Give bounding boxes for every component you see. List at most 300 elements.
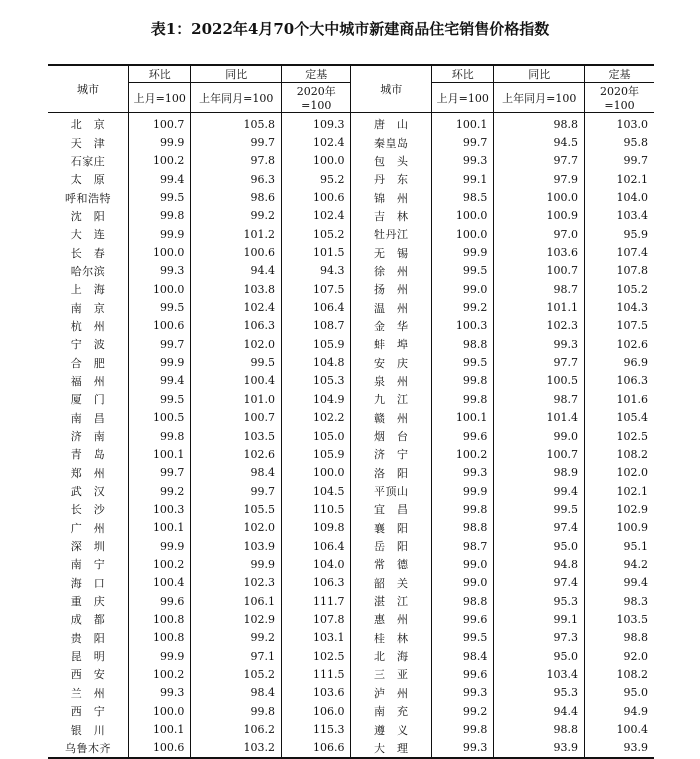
mom-left-cell: 99.5 [129,298,191,316]
fixed-right-cell: 105.4 [585,409,654,427]
yoy-right-cell: 95.0 [494,537,585,555]
fixed-right-cell: 105.2 [585,280,654,298]
table-row [48,207,654,225]
yoy-left-cell: 98.4 [191,464,282,482]
yoy-base-right: 上年同月=100 [494,83,585,113]
mom-right-cell: 99.8 [432,500,494,518]
city-right-cell: 襄 阳 [351,519,432,537]
mom-right-cell: 98.8 [432,335,494,353]
fixed-left-cell: 105.3 [282,372,351,390]
mom-left-cell: 100.5 [129,409,191,427]
price-index-table [48,64,654,759]
city-right-cell: 济 宁 [351,445,432,463]
mom-right-cell: 99.1 [432,170,494,188]
fixed-left-cell: 94.3 [282,262,351,280]
yoy-left-cell: 99.5 [191,353,282,371]
fixed-right-cell: 102.5 [585,427,654,445]
mom-right-cell: 100.1 [432,113,494,134]
city-right-cell: 平顶山 [351,482,432,500]
mom-right-cell: 99.3 [432,684,494,702]
yoy-right-cell: 97.3 [494,629,585,647]
yoy-left-cell: 100.6 [191,243,282,261]
fixed-left-cell: 102.5 [282,647,351,665]
city-right-cell: 赣 州 [351,409,432,427]
fixed-left-cell: 100.0 [282,152,351,170]
yoy-header-right: 同比 [494,65,585,83]
yoy-right-cell: 95.3 [494,592,585,610]
city-left-cell: 长 沙 [70,503,106,517]
fixed-left-cell: 106.4 [282,298,351,316]
header-row-top [48,65,654,83]
mom-left-cell: 100.6 [129,739,191,758]
mom-right-cell: 99.6 [432,610,494,628]
city-right-cell: 烟 台 [351,427,432,445]
table-row [48,225,654,243]
fixed-base-right: 2020年=100 [585,83,654,113]
city-left-cell: 福 州 [70,374,106,388]
yoy-left-cell: 106.3 [191,317,282,335]
yoy-left-cell: 98.6 [191,188,282,206]
yoy-left-cell: 105.5 [191,500,282,518]
fixed-right-cell: 106.3 [585,372,654,390]
yoy-left-cell: 103.9 [191,537,282,555]
fixed-right-cell: 95.9 [585,225,654,243]
fixed-left-cell: 101.5 [282,243,351,261]
city-left-cell: 杭 州 [70,319,106,333]
fixed-left-cell: 115.3 [282,720,351,738]
mom-left-cell: 100.1 [129,445,191,463]
fixed-left-cell: 109.3 [282,113,351,134]
city-right-cell: 温 州 [351,298,432,316]
yoy-left-cell: 102.3 [191,574,282,592]
table-row [48,665,654,683]
mom-header-left: 环比 [129,65,191,83]
yoy-left-cell: 99.7 [191,133,282,151]
table-row [48,537,654,555]
fixed-right-cell: 92.0 [585,647,654,665]
city-right-cell: 泸 州 [351,684,432,702]
fixed-left-cell: 95.2 [282,170,351,188]
table-row [48,464,654,482]
fixed-left-cell: 104.9 [282,390,351,408]
yoy-left-cell: 106.1 [191,592,282,610]
fixed-left-cell: 103.6 [282,684,351,702]
yoy-left-cell: 98.4 [191,684,282,702]
fixed-right-cell: 98.8 [585,629,654,647]
mom-left-cell: 100.4 [129,574,191,592]
page-title: 表1：2022年4月70个大中城市新建商品住宅销售价格指数 [150,20,550,38]
yoy-right-cell: 100.0 [494,188,585,206]
city-right-cell: 秦皇岛 [351,133,432,151]
mom-left-cell: 100.2 [129,555,191,573]
yoy-right-cell: 98.8 [494,113,585,134]
mom-left-cell: 99.8 [129,207,191,225]
city-left-cell: 宁 波 [70,338,106,352]
mom-left-cell: 100.7 [129,113,191,134]
mom-left-cell: 100.6 [129,317,191,335]
fixed-right-cell: 103.5 [585,610,654,628]
fixed-header-right: 定基 [585,65,654,83]
yoy-right-cell: 97.7 [494,353,585,371]
mom-left-cell: 99.5 [129,390,191,408]
yoy-header-left: 同比 [191,65,282,83]
yoy-right-cell: 98.9 [494,464,585,482]
yoy-right-cell: 100.7 [494,445,585,463]
yoy-right-cell: 99.0 [494,427,585,445]
yoy-left-cell: 103.2 [191,739,282,758]
city-left-cell: 武 汉 [70,485,106,499]
fixed-right-cell: 107.5 [585,317,654,335]
city-left-cell: 乌鲁木齐 [65,741,112,755]
mom-left-cell: 100.1 [129,720,191,738]
city-left-cell: 西 宁 [70,705,106,719]
yoy-left-cell: 102.0 [191,519,282,537]
table-row [48,133,654,151]
table-row [48,702,654,720]
yoy-right-cell: 97.4 [494,519,585,537]
city-right-cell: 丹 东 [351,170,432,188]
yoy-left-cell: 99.2 [191,629,282,647]
mom-left-cell: 99.9 [129,225,191,243]
fixed-left-cell: 103.1 [282,629,351,647]
city-right-cell: 吉 林 [351,207,432,225]
yoy-left-cell: 103.5 [191,427,282,445]
mom-header-right: 环比 [432,65,494,83]
fixed-right-cell: 95.1 [585,537,654,555]
mom-left-cell: 99.2 [129,482,191,500]
yoy-right-cell: 99.4 [494,482,585,500]
mom-left-cell: 100.2 [129,665,191,683]
mom-left-cell: 100.8 [129,610,191,628]
mom-right-cell: 100.1 [432,409,494,427]
city-right-cell: 牡丹江 [351,225,432,243]
city-right-cell: 安 庆 [351,353,432,371]
fixed-right-cell: 100.4 [585,720,654,738]
table-row [48,500,654,518]
table-row [48,280,654,298]
mom-left-cell: 99.6 [129,592,191,610]
yoy-left-cell: 105.2 [191,665,282,683]
city-left-cell: 太 原 [70,173,106,187]
fixed-right-cell: 104.3 [585,298,654,316]
yoy-right-cell: 94.4 [494,702,585,720]
city-left-cell: 银 川 [70,723,106,737]
city-left-cell: 重 庆 [70,595,106,609]
table-row [48,409,654,427]
fixed-header-left: 定基 [282,65,351,83]
yoy-right-cell: 94.8 [494,555,585,573]
table-row [48,353,654,371]
table-row [48,555,654,573]
fixed-left-cell: 107.8 [282,610,351,628]
mom-left-cell: 100.0 [129,280,191,298]
mom-left-cell: 99.3 [129,684,191,702]
city-left-cell: 青 岛 [70,448,106,462]
yoy-left-cell: 102.0 [191,335,282,353]
yoy-left-cell: 99.2 [191,207,282,225]
fixed-left-cell: 104.8 [282,353,351,371]
table-row [48,152,654,170]
city-left-cell: 北 京 [70,118,106,132]
yoy-right-cell: 99.3 [494,335,585,353]
fixed-right-cell: 93.9 [585,739,654,758]
mom-right-cell: 99.9 [432,482,494,500]
yoy-right-cell: 102.3 [494,317,585,335]
city-right-cell: 扬 州 [351,280,432,298]
table-row [48,592,654,610]
table-body [48,113,654,759]
city-right-cell: 洛 阳 [351,464,432,482]
mom-base-left: 上月=100 [129,83,191,113]
city-right-cell: 三 亚 [351,665,432,683]
yoy-left-cell: 100.7 [191,409,282,427]
fixed-left-cell: 102.4 [282,133,351,151]
city-right-cell: 韶 关 [351,574,432,592]
city-right-cell: 遵 义 [351,720,432,738]
fixed-left-cell: 108.7 [282,317,351,335]
yoy-right-cell: 93.9 [494,739,585,758]
table-row [48,629,654,647]
mom-right-cell: 98.8 [432,592,494,610]
city-left-cell: 沈 阳 [70,209,106,223]
mom-right-cell: 98.7 [432,537,494,555]
yoy-left-cell: 102.9 [191,610,282,628]
fixed-base-left: 2020年=100 [282,83,351,113]
mom-left-cell: 99.4 [129,170,191,188]
mom-right-cell: 100.3 [432,317,494,335]
city-left-cell: 西 安 [70,668,106,682]
fixed-right-cell: 107.8 [585,262,654,280]
mom-right-cell: 99.3 [432,152,494,170]
table-row [48,298,654,316]
city-left-cell: 天 津 [70,136,106,150]
city-left-cell: 南 宁 [70,558,106,572]
fixed-left-cell: 109.8 [282,519,351,537]
table-row [48,335,654,353]
fixed-left-cell: 106.3 [282,574,351,592]
city-right-cell: 锦 州 [351,188,432,206]
yoy-right-cell: 100.7 [494,262,585,280]
yoy-left-cell: 105.8 [191,113,282,134]
fixed-right-cell: 101.6 [585,390,654,408]
yoy-left-cell: 103.8 [191,280,282,298]
city-right-cell: 泉 州 [351,372,432,390]
yoy-left-cell: 102.4 [191,298,282,316]
table-row [48,188,654,206]
fixed-right-cell: 108.2 [585,445,654,463]
mom-right-cell: 99.5 [432,262,494,280]
fixed-left-cell: 105.0 [282,427,351,445]
fixed-left-cell: 111.7 [282,592,351,610]
city-right-cell: 徐 州 [351,262,432,280]
mom-right-cell: 99.5 [432,629,494,647]
city-left-cell: 深 圳 [70,540,106,554]
fixed-left-cell: 110.5 [282,500,351,518]
mom-left-cell: 99.4 [129,372,191,390]
fixed-right-cell: 100.9 [585,519,654,537]
table-row [48,372,654,390]
city-header-left: 城市 [48,65,129,113]
mom-left-cell: 99.9 [129,353,191,371]
mom-right-cell: 99.2 [432,298,494,316]
mom-right-cell: 99.6 [432,665,494,683]
fixed-right-cell: 102.1 [585,170,654,188]
city-left-cell: 哈尔滨 [70,264,106,278]
table-row [48,390,654,408]
yoy-right-cell: 95.0 [494,647,585,665]
mom-left-cell: 100.3 [129,500,191,518]
yoy-left-cell: 102.6 [191,445,282,463]
mom-right-cell: 99.5 [432,353,494,371]
mom-right-cell: 98.5 [432,188,494,206]
city-right-cell: 湛 江 [351,592,432,610]
yoy-right-cell: 103.4 [494,665,585,683]
mom-right-cell: 99.9 [432,243,494,261]
yoy-right-cell: 97.7 [494,152,585,170]
mom-right-cell: 99.2 [432,702,494,720]
yoy-right-cell: 101.1 [494,298,585,316]
fixed-right-cell: 94.2 [585,555,654,573]
mom-left-cell: 99.7 [129,464,191,482]
yoy-base-left: 上年同月=100 [191,83,282,113]
city-right-cell: 常 德 [351,555,432,573]
mom-right-cell: 100.0 [432,207,494,225]
mom-right-cell: 98.4 [432,647,494,665]
city-right-cell: 唐 山 [351,113,432,134]
yoy-right-cell: 97.4 [494,574,585,592]
fixed-left-cell: 105.9 [282,335,351,353]
fixed-right-cell: 99.7 [585,152,654,170]
city-left-cell: 贵 阳 [70,631,106,645]
fixed-left-cell: 100.0 [282,464,351,482]
fixed-right-cell: 103.0 [585,113,654,134]
city-right-cell: 金 华 [351,317,432,335]
city-left-cell: 南 昌 [70,411,106,425]
yoy-left-cell: 96.3 [191,170,282,188]
fixed-right-cell: 95.0 [585,684,654,702]
city-left-cell: 广 州 [70,521,106,535]
table-row [48,170,654,188]
city-right-cell: 无 锡 [351,243,432,261]
mom-right-cell: 100.0 [432,225,494,243]
table-row [48,243,654,261]
table-row [48,684,654,702]
fixed-right-cell: 95.8 [585,133,654,151]
city-left-cell: 济 南 [70,430,106,444]
city-right-cell: 南 充 [351,702,432,720]
mom-right-cell: 99.3 [432,464,494,482]
city-right-cell: 岳 阳 [351,537,432,555]
yoy-left-cell: 101.2 [191,225,282,243]
fixed-left-cell: 104.0 [282,555,351,573]
city-right-cell: 包 头 [351,152,432,170]
city-left-cell: 长 春 [70,246,106,260]
city-right-cell: 北 海 [351,647,432,665]
city-left-cell: 大 连 [70,228,106,242]
mom-right-cell: 99.8 [432,720,494,738]
fixed-right-cell: 98.3 [585,592,654,610]
fixed-left-cell: 102.4 [282,207,351,225]
mom-right-cell: 98.8 [432,519,494,537]
yoy-left-cell: 106.2 [191,720,282,738]
fixed-right-cell: 103.4 [585,207,654,225]
mom-left-cell: 100.1 [129,519,191,537]
table-row [48,647,654,665]
fixed-left-cell: 107.5 [282,280,351,298]
table-row [48,427,654,445]
mom-right-cell: 99.7 [432,133,494,151]
mom-left-cell: 99.9 [129,647,191,665]
mom-right-cell: 99.8 [432,372,494,390]
fixed-left-cell: 104.5 [282,482,351,500]
fixed-left-cell: 111.5 [282,665,351,683]
city-right-cell: 桂 林 [351,629,432,647]
yoy-right-cell: 101.4 [494,409,585,427]
mom-right-cell: 99.0 [432,574,494,592]
yoy-right-cell: 100.9 [494,207,585,225]
mom-left-cell: 100.8 [129,629,191,647]
city-right-cell: 蚌 埠 [351,335,432,353]
city-left-cell: 石家庄 [70,154,106,168]
mom-left-cell: 99.7 [129,335,191,353]
yoy-left-cell: 97.8 [191,152,282,170]
city-right-cell: 宜 昌 [351,500,432,518]
mom-left-cell: 100.2 [129,152,191,170]
yoy-left-cell: 101.0 [191,390,282,408]
city-left-cell: 成 都 [70,613,106,627]
table-row [48,317,654,335]
yoy-right-cell: 95.3 [494,684,585,702]
city-left-cell: 合 肥 [70,356,106,370]
yoy-right-cell: 99.5 [494,500,585,518]
yoy-left-cell: 99.8 [191,702,282,720]
mom-right-cell: 99.0 [432,555,494,573]
fixed-right-cell: 102.1 [585,482,654,500]
fixed-left-cell: 100.6 [282,188,351,206]
yoy-right-cell: 98.8 [494,720,585,738]
yoy-right-cell: 94.5 [494,133,585,151]
table-row [48,482,654,500]
fixed-right-cell: 102.0 [585,464,654,482]
table-row [48,739,654,758]
yoy-right-cell: 98.7 [494,390,585,408]
fixed-right-cell: 108.2 [585,665,654,683]
mom-right-cell: 99.3 [432,739,494,758]
fixed-left-cell: 106.4 [282,537,351,555]
mom-right-cell: 99.6 [432,427,494,445]
yoy-right-cell: 99.1 [494,610,585,628]
yoy-left-cell: 97.1 [191,647,282,665]
yoy-right-cell: 103.6 [494,243,585,261]
mom-right-cell: 100.2 [432,445,494,463]
mom-right-cell: 99.0 [432,280,494,298]
mom-left-cell: 99.5 [129,188,191,206]
yoy-right-cell: 98.7 [494,280,585,298]
fixed-right-cell: 96.9 [585,353,654,371]
mom-left-cell: 99.9 [129,537,191,555]
table-row [48,610,654,628]
city-left-cell: 兰 州 [70,686,106,700]
fixed-right-cell: 102.6 [585,335,654,353]
mom-left-cell: 99.9 [129,133,191,151]
city-right-cell: 九 江 [351,390,432,408]
mom-base-right: 上月=100 [432,83,494,113]
city-left-cell: 海 口 [70,576,106,590]
mom-left-cell: 99.3 [129,262,191,280]
fixed-right-cell: 104.0 [585,188,654,206]
fixed-right-cell: 102.9 [585,500,654,518]
fixed-right-cell: 107.4 [585,243,654,261]
